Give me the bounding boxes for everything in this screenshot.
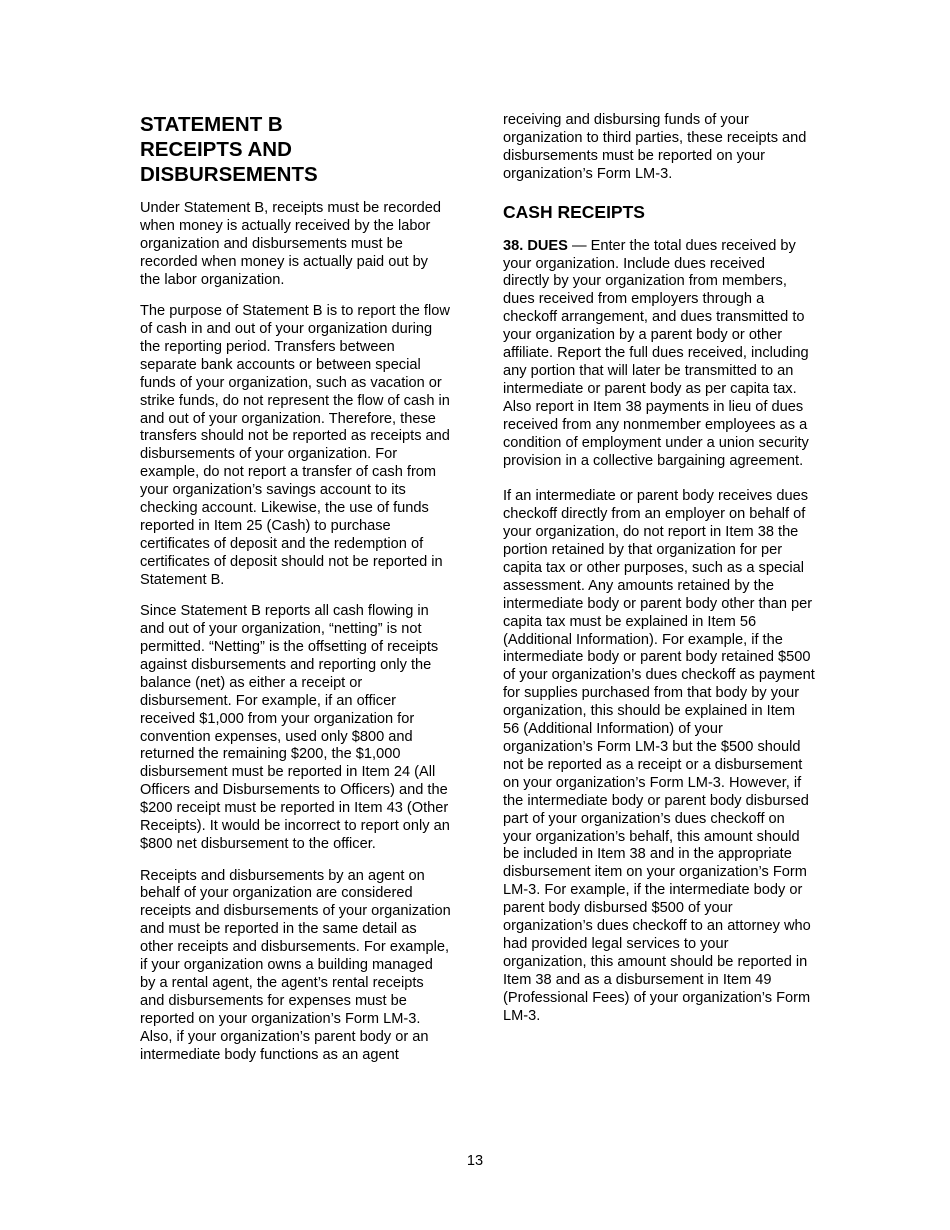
continuation-paragraph: receiving and disbursing funds of your organization to third parties, these receipts and disbursements must be reported on your organization’s Form LM-3. xyxy=(503,112,807,182)
statement-title xyxy=(140,112,460,187)
statement-paragraph: Since Statement B reports all cash flowing in and out of your organization, “netting” is not permitted. “Netting” is the offsetting of receipts against disbursements and reporting only the balance (net) as either a receipt or disbursement. For example, if an officer received $1,000 from your organization for convention expenses, used only $800 and returned the remaining $200, the $1,000 disbursement must be reported in Item 24 (All Officers and Disbursements to Officers) and the $200 receipt must be reported in Item 43 (Other Receipts). It would be incorrect to report only an $800 net disbursement to the officer. xyxy=(140,603,450,852)
right-column xyxy=(503,112,815,1025)
statement-title-line: DISBURSEMENTS xyxy=(140,163,318,186)
left-column xyxy=(140,200,452,1078)
dues-checkoff-paragraph: If an intermediate or parent body receives dues checkoff directly from an employer on behalf of your organization, do not report in Item 38 the portion retained by that organization for per capita tax or other purposes, such as a special assessment. Any amounts retained by the intermediate body or parent body other than per capita tax must be explained in Item 56 (Additional Information). For example, if the intermediate body or parent body retained $500 of your organization’s dues checkoff as payment for supplies purchased from that body by your organization, this should be explained in Item 56 (Additional Information) of your organization’s Form LM-3 but the $500 should not be reported as a receipt or a disbursement on your organization’s Form LM-3. However, if the intermediate body or parent body disbursed part of your organization’s dues checkoff on your organization’s behalf, this amount should be included in Item 38 and in the appropriate disbursement item on your organization’s Form LM-3. For example, if the intermediate body or parent body disbursed $500 of your organization’s dues checkoff to an attorney who had provided legal services to your organization, this amount should be reported in Item 38 and as a disbursement in Item 49 (Professional Fees) of your organization’s Form LM-3. xyxy=(503,488,815,1024)
paragraph-gap xyxy=(503,470,815,488)
dues-item-text: — Enter the total dues received by your organization. Include dues received directly by your organization from members, dues received from employers through a checkoff arrangement, and dues transmitted to your organization by a parent body or other affiliate. Report the full dues received, including any portion that will later be transmitted to an intermediate or parent body as per capita tax. Also report in Item 38 payments in lieu of dues received from any nonmember employees as a condition of employment under a union security provision in a collective bargaining agreement. xyxy=(503,237,809,469)
cash-receipts-heading: CASH RECEIPTS xyxy=(503,201,645,222)
statement-title-line: RECEIPTS AND xyxy=(140,138,292,161)
statement-paragraph: The purpose of Statement B is to report the flow of cash in and out of your organization during the reporting period. Transfers between separate bank accounts or between special funds of your organization, such as vacation or strike funds, do not represent the flow of cash in and out of your organization. Therefore, these transfers should not be reported as receipts and disbursements of your organization. For example, do not report a transfer of cash from your organization’s savings account to its checking account. Likewise, the use of funds reported in Item 25 (Cash) to purchase certificates of deposit and the redemption of certificates of deposit should not be reported in Statement B. xyxy=(140,303,450,588)
page-number: 13 xyxy=(466,1153,484,1169)
statement-paragraph: Under Statement B, receipts must be recorded when money is actually received by the labor organization and disbursements must be recorded when money is actually paid out by the labor organization. xyxy=(140,200,441,288)
dues-item-label: 38. DUES xyxy=(503,237,568,254)
statement-title-line: STATEMENT B xyxy=(140,113,283,136)
statement-paragraph: Receipts and disbursements by an agent on behalf of your organization are considered receipts and disbursements of your organization and must be reported in the same detail as other receipts and disbursements. For example, if your organization owns a building managed by a rental agent, the agent’s rental receipts and disbursements for expenses must be reported on your organization’s Form LM-3. Also, if your organization’s parent body or an intermediate body functions as an agent xyxy=(140,867,451,1063)
dues-item-paragraph xyxy=(503,238,815,471)
